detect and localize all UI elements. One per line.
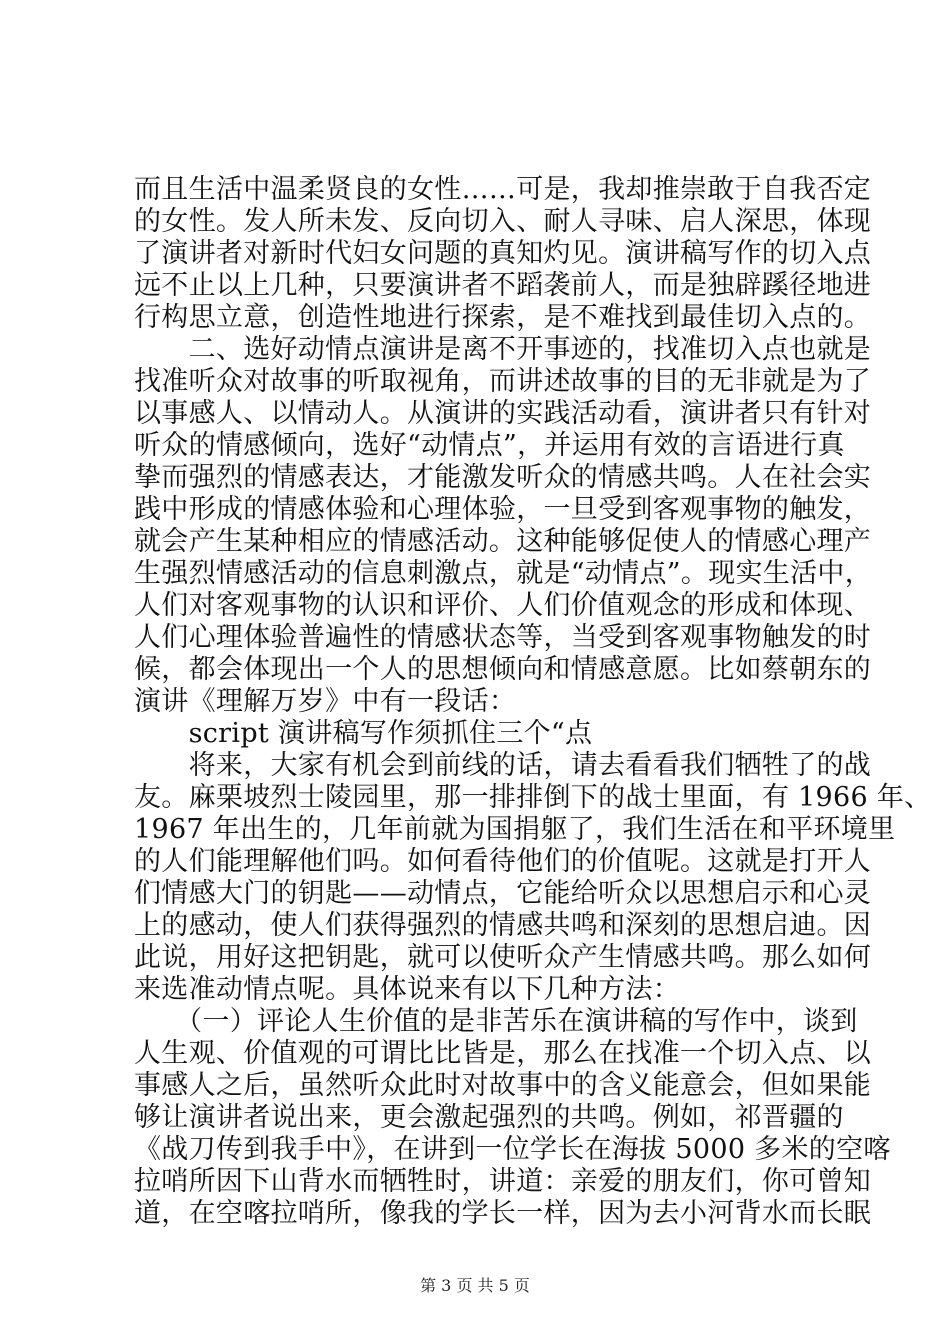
text-line: script 演讲稿写作须抓住三个“点 [134,718,593,749]
text-line: 拉哨所因下山背水而牺牲时，讲道：亲爱的朋友们，你可曾知 [134,1166,872,1197]
text-line: 们情感大门的钥匙——动情点，它能给听众以思想启示和心灵 [134,878,872,909]
text-line: 友。麻栗坡烈士陵园里，那一排排倒下的战士里面，有 1966 年、 [134,782,932,813]
text-line: 上的感动，使人们获得强烈的情感共鸣和深刻的思想启迪。因 [134,910,872,941]
text-line: 将来，大家有机会到前线的话，请去看看我们牺牲了的战 [134,750,872,781]
text-line: 来选准动情点呢。具体说来有以下几种方法： [134,974,680,1005]
text-line: 《战刀传到我手中》，在讲到一位学长在海拔 5000 多米的空喀 [134,1134,891,1165]
text-line: 找准听众对故事的听取视角，而讲述故事的目的无非就是为了 [134,366,872,397]
page-number-footer: 第 3 页 共 5 页 [420,1276,530,1295]
text-line: 1967 年出生的，几年前就为国捐躯了，我们生活在和平环境里 [134,814,896,845]
text-line: 此说，用好这把钥匙，就可以使听众产生情感共鸣。那么如何 [134,942,872,973]
text-line: 演讲《理解万岁》中有一段话： [134,686,517,717]
text-line: 候，都会体现出一个人的思想倾向和情感意愿。比如蔡朝东的 [134,654,872,685]
text-line: （一）评论人生价值的是非苦乐在演讲稿的写作中，谈到 [134,1006,858,1037]
text-line: 人们对客观事物的认识和评价、人们价值观念的形成和体现、 [134,590,872,621]
text-line: 的女性。发人所未发、反向切入、耐人寻味、启人深思，体现 [134,206,872,237]
text-line: 事感人之后，虽然听众此时对故事中的含义能意会，但如果能 [134,1070,872,1101]
text-line: 人们心理体验普遍性的情感状态等，当受到客观事物触发的时 [134,622,872,653]
text-line: 二、选好动情点演讲是离不开事迹的，找准切入点也就是 [134,334,872,365]
text-line: 远不止以上几种，只要演讲者不蹈袭前人，而是独辟蹊径地进 [134,270,872,301]
text-line: 就会产生某种相应的情感活动。这种能够促使人的情感心理产 [134,526,872,557]
text-line: 够让演讲者说出来，更会激起强烈的共鸣。例如，祁晋疆的 [134,1102,844,1133]
text-line: 行构思立意，创造性地进行探索，是不难找到最佳切入点的。 [134,302,872,333]
text-line: 了演讲者对新时代妇女问题的真知灼见。演讲稿写作的切入点 [134,238,872,269]
text-line: 的人们能理解他们吗。如何看待他们的价值呢。这就是打开人 [134,846,872,877]
text-line: 而且生活中温柔贤良的女性……可是，我却推崇敢于自我否定 [134,174,872,205]
text-line: 生强烈情感活动的信息刺激点，就是“动情点”。现实生活中， [134,558,873,589]
text-line: 道，在空喀拉哨所，像我的学长一样，因为去小河背水而长眠 [134,1198,872,1229]
text-line: 人生观、价值观的可谓比比皆是，那么在找准一个切入点、以 [134,1038,872,1069]
text-line: 挚而强烈的情感表达，才能激发听众的情感共鸣。人在社会实 [134,462,872,493]
text-line: 践中形成的情感体验和心理体验，一旦受到客观事物的触发， [134,494,872,525]
text-line: 以事感人、以情动人。从演讲的实践活动看，演讲者只有针对 [134,398,872,429]
text-line: 听众的情感倾向，选好“动情点”，并运用有效的言语进行真 [134,430,845,461]
